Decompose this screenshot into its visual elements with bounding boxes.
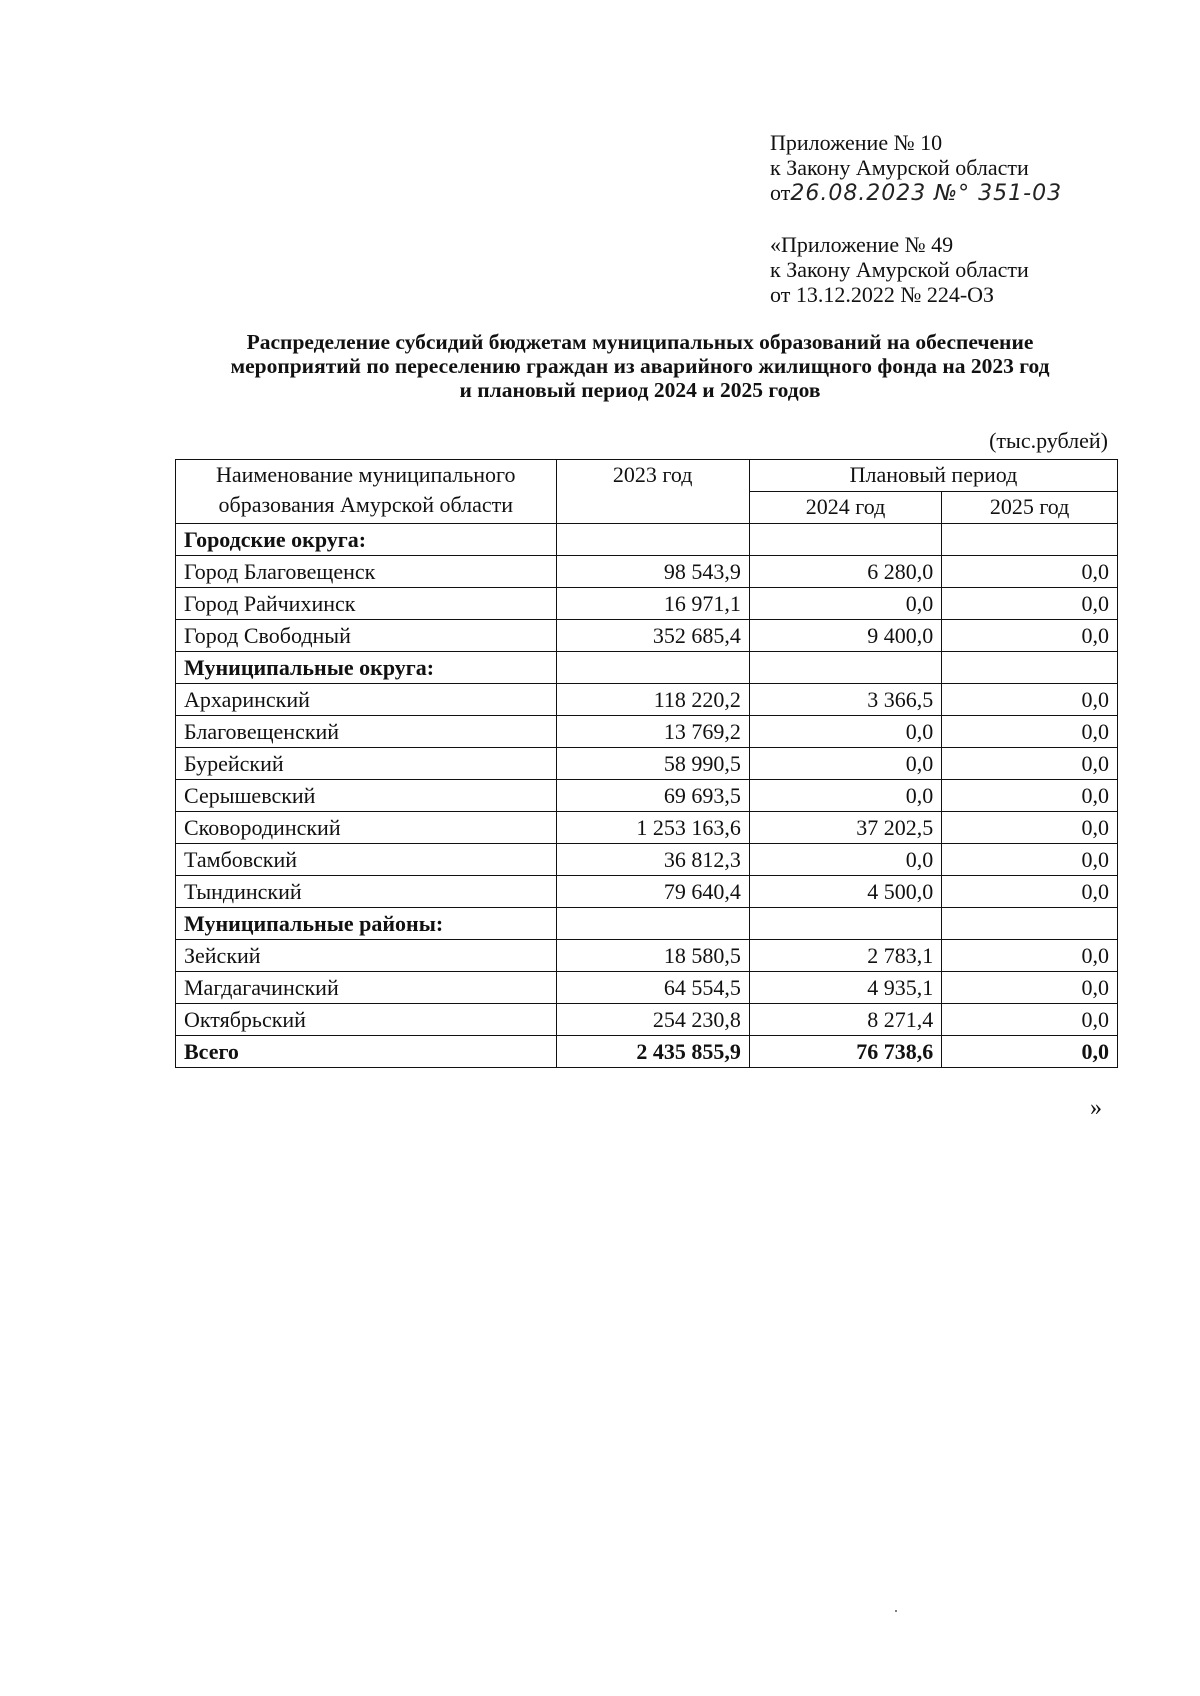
scan-speck xyxy=(895,1610,897,1612)
title-line-1: Распределение субсидий бюджетам муниципальных образований на обеспечение xyxy=(246,330,1034,354)
group-title: Муниципальные округа: xyxy=(176,652,557,684)
annex-number: Приложение № 10 xyxy=(770,130,943,155)
value-2025: 0,0 xyxy=(942,844,1118,876)
value-2023: 1 253 163,6 xyxy=(556,812,749,844)
value-2025: 0,0 xyxy=(942,1004,1118,1036)
value-2024: 4 935,1 xyxy=(749,972,941,1004)
municipality-name: Серышевский xyxy=(176,780,557,812)
title-line-3: и плановый период 2024 и 2025 годов xyxy=(459,378,821,402)
table-row xyxy=(176,1004,1118,1036)
units-label: (тыс.рублей) xyxy=(989,428,1108,453)
closing-quote: » xyxy=(1090,1095,1102,1121)
annex-date-prefix: от xyxy=(770,180,791,205)
group-empty-2024 xyxy=(749,908,941,940)
quoted-annex-law: к Закону Амурской области xyxy=(770,257,1029,282)
value-2025: 0,0 xyxy=(942,972,1118,1004)
value-2023: 18 580,5 xyxy=(556,940,749,972)
municipality-name: Зейский xyxy=(176,940,557,972)
table-row xyxy=(176,972,1118,1004)
value-2024: 6 280,0 xyxy=(749,556,941,588)
value-2023: 254 230,8 xyxy=(556,1004,749,1036)
municipality-name: Благовещенский xyxy=(176,716,557,748)
value-2024: 4 500,0 xyxy=(749,876,941,908)
table-row xyxy=(176,940,1118,972)
group-empty-2025 xyxy=(942,524,1118,556)
total-2025: 0,0 xyxy=(942,1036,1118,1068)
municipality-name: Тындинский xyxy=(176,876,557,908)
municipality-name: Город Свободный xyxy=(176,620,557,652)
value-2024: 37 202,5 xyxy=(749,812,941,844)
table-body xyxy=(176,524,1118,1068)
quoted-annex-header xyxy=(770,232,1170,307)
value-2024: 0,0 xyxy=(749,716,941,748)
value-2025: 0,0 xyxy=(942,940,1118,972)
table-row xyxy=(176,844,1118,876)
value-2025: 0,0 xyxy=(942,748,1118,780)
value-2024: 0,0 xyxy=(749,780,941,812)
municipality-name: Бурейский xyxy=(176,748,557,780)
value-2025: 0,0 xyxy=(942,716,1118,748)
group-row xyxy=(176,524,1118,556)
column-header-planned-period: Плановый период xyxy=(749,460,1117,492)
municipality-name: Магдагачинский xyxy=(176,972,557,1004)
annex-header xyxy=(770,130,1170,206)
value-2023: 352 685,4 xyxy=(556,620,749,652)
total-2024: 76 738,6 xyxy=(749,1036,941,1068)
value-2023: 98 543,9 xyxy=(556,556,749,588)
value-2025: 0,0 xyxy=(942,812,1118,844)
table-row xyxy=(176,812,1118,844)
group-empty-2023 xyxy=(556,908,749,940)
municipality-name: Город Райчихинск xyxy=(176,588,557,620)
value-2024: 2 783,1 xyxy=(749,940,941,972)
handwritten-date-signature: 26.08.2023 №° 351-03 xyxy=(790,181,1063,206)
value-2023: 58 990,5 xyxy=(556,748,749,780)
total-row xyxy=(176,1036,1118,1068)
group-empty-2023 xyxy=(556,652,749,684)
table-row xyxy=(176,556,1118,588)
column-header-2025: 2025 год xyxy=(942,492,1118,524)
total-2023: 2 435 855,9 xyxy=(556,1036,749,1068)
municipality-name: Сковородинский xyxy=(176,812,557,844)
table-row xyxy=(176,748,1118,780)
title-line-2: мероприятий по переселению граждан из аварийного жилищного фонда на 2023 год xyxy=(230,354,1050,378)
table-header-row xyxy=(176,460,1118,492)
municipality-name: Город Благовещенск xyxy=(176,556,557,588)
group-empty-2025 xyxy=(942,908,1118,940)
table-row xyxy=(176,684,1118,716)
value-2025: 0,0 xyxy=(942,876,1118,908)
value-2023: 118 220,2 xyxy=(556,684,749,716)
annex-law: к Закону Амурской области xyxy=(770,155,1029,180)
municipality-name: Октябрьский xyxy=(176,1004,557,1036)
column-header-name: Наименование муниципального образования Амурской области xyxy=(176,460,557,524)
group-empty-2024 xyxy=(749,524,941,556)
value-2025: 0,0 xyxy=(942,556,1118,588)
value-2025: 0,0 xyxy=(942,588,1118,620)
value-2023: 13 769,2 xyxy=(556,716,749,748)
group-row xyxy=(176,908,1118,940)
value-2024: 0,0 xyxy=(749,748,941,780)
value-2023: 16 971,1 xyxy=(556,588,749,620)
value-2024: 9 400,0 xyxy=(749,620,941,652)
table-row xyxy=(176,716,1118,748)
table-row xyxy=(176,780,1118,812)
column-header-2023: 2023 год xyxy=(556,460,749,524)
group-title: Городские округа: xyxy=(176,524,557,556)
value-2024: 0,0 xyxy=(749,588,941,620)
municipality-name: Архаринский xyxy=(176,684,557,716)
value-2025: 0,0 xyxy=(942,684,1118,716)
annex-date-line xyxy=(770,180,1170,206)
value-2023: 64 554,5 xyxy=(556,972,749,1004)
value-2025: 0,0 xyxy=(942,780,1118,812)
subsidy-table xyxy=(175,459,1118,1068)
value-2023: 79 640,4 xyxy=(556,876,749,908)
table-row xyxy=(176,876,1118,908)
value-2025: 0,0 xyxy=(942,620,1118,652)
municipality-name: Тамбовский xyxy=(176,844,557,876)
group-title: Муниципальные районы: xyxy=(176,908,557,940)
group-empty-2024 xyxy=(749,652,941,684)
table-row xyxy=(176,588,1118,620)
document-title xyxy=(150,330,1130,402)
group-empty-2025 xyxy=(942,652,1118,684)
total-label: Всего xyxy=(176,1036,557,1068)
column-header-2024: 2024 год xyxy=(749,492,941,524)
group-row xyxy=(176,652,1118,684)
table-row xyxy=(176,620,1118,652)
quoted-annex-date: от 13.12.2022 № 224-ОЗ xyxy=(770,282,995,307)
value-2023: 69 693,5 xyxy=(556,780,749,812)
value-2023: 36 812,3 xyxy=(556,844,749,876)
value-2024: 3 366,5 xyxy=(749,684,941,716)
value-2024: 8 271,4 xyxy=(749,1004,941,1036)
value-2024: 0,0 xyxy=(749,844,941,876)
group-empty-2023 xyxy=(556,524,749,556)
quoted-annex-number: «Приложение № 49 xyxy=(770,232,954,257)
